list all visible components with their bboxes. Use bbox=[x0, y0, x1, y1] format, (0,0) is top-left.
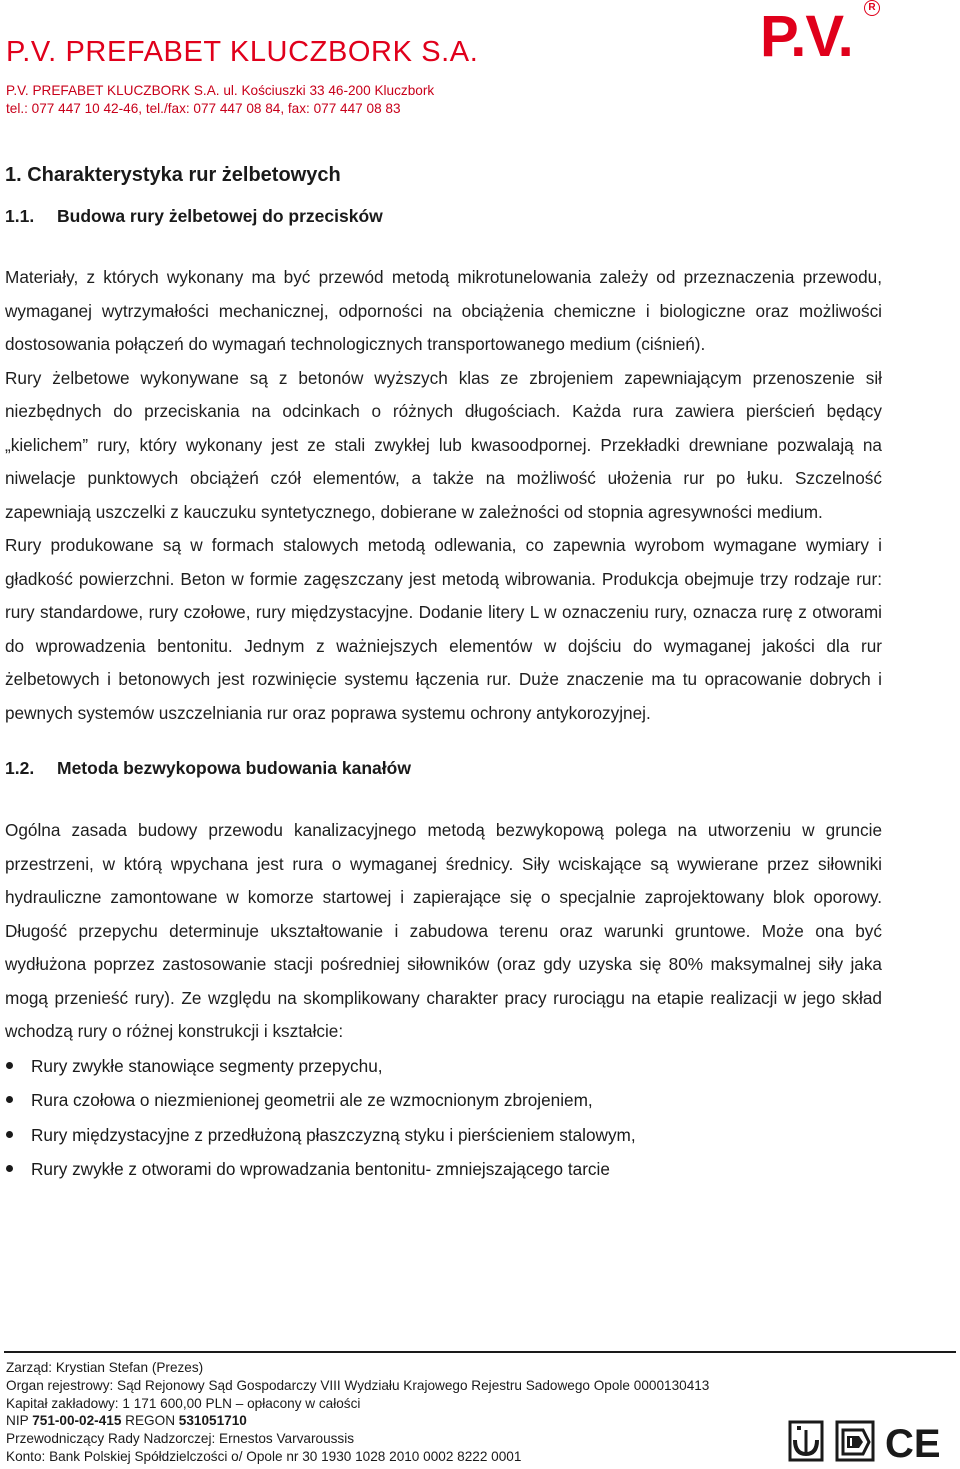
footer-capital: Kapitał zakładowy: 1 171 600,00 PLN – opłacony w całości bbox=[6, 1395, 361, 1411]
subsection-title: Metoda bezwykopowa budowania kanałów bbox=[57, 758, 411, 778]
subsection-number: 1.2. bbox=[5, 758, 35, 778]
paragraph: Materiały, z których wykonany ma być przewód metodą mikrotunelowania zależy od przeznaczenia przewodu, wymaganej wytrzymałości mechanicznej, odporności na obciążenia chemiczne i biologiczne oraz możliwości dostosowania połączeń do wymagań technologicznych transportowanego medium (ciśnień). bbox=[5, 267, 882, 354]
footer-supervisory: Przewodniczący Rady Nadzorczej: Ernestos Varvaroussis bbox=[6, 1431, 355, 1447]
bullet-list bbox=[5, 1049, 882, 1187]
footer-registry: Organ rejestrowy: Sąd Rejonowy Sąd Gospodarczy VIII Wydziału Krajowego Rejestru Sadowego Opole 0000130413 bbox=[6, 1377, 710, 1393]
company-name: P.V. PREFABET KLUCZBORK S.A. bbox=[6, 36, 479, 68]
subsection-number: 1.1. bbox=[5, 206, 35, 226]
regon-label: REGON bbox=[121, 1413, 179, 1429]
ce-mark-icon bbox=[885, 1420, 941, 1464]
footer-divider bbox=[4, 1351, 956, 1353]
list-item: Rury międzystacyjne z przedłużoną płaszczyzną styku i pierścieniem stalowym, bbox=[5, 1118, 882, 1153]
paragraph: Rury żelbetowe wykonywane są z betonów wyższych klas ze zbrojeniem zapewniającym przenoszenie sił niezbędnych do przeciskania na odcinkach o różnych długościach. Każda rura zawiera pierścień będący „kielichem” rury, który wykonany jest ze stali zwykłej lub kwasoodpornej. Przekładki drewniane pozwalają na niwelacje punktowych obciążeń czół elementów, a także na możliwość ułożenia rur po łuku. Szczelność zapewniają uszczelki z kauczuku syntetycznego, dobierane w zależności od stopnia agresywności medium. bbox=[5, 367, 882, 522]
regon-value: 531051710 bbox=[178, 1413, 247, 1429]
subsection-heading bbox=[5, 198, 882, 234]
list-item: Rura czołowa o niezmienionej geometrii ale ze wzmocnionym zbrojeniem, bbox=[5, 1083, 882, 1118]
certification-icons bbox=[787, 1420, 947, 1466]
footer-bank: Konto: Bank Polskiej Spółdzielczości o/ Opole nr 30 1930 1028 2010 0002 8222 0001 bbox=[6, 1448, 522, 1464]
paragraph: Rury produkowane są w formach stalowych metodą odlewania, co zapewnia wyrobom wymagane wymiary i gładkość powierzchni. Beton w formie zagęszczany jest metodą wibrowania. Produkcja obejmuje trzy rodzaje rur: rury standardowe, rury czołowe, rury międzystacyjne. Dodanie litery L w oznaczeniu rury, oznacza rurę z otworami do wprowadzenia bentonitu. Jednym z ważniejszych elementów w dojściu do wymaganej jakości dla rur żelbetowych i betonowych jest rozwinięcie systemu łączenia rur. Duże znaczenie ma tu opracowanie dobrych i pewnych systemów uszczelniania rur oraz poprawa systemu ochrony antykorozyjnej. bbox=[5, 535, 882, 723]
letterhead bbox=[0, 0, 960, 130]
nip-label: NIP bbox=[6, 1413, 33, 1429]
company-address: P.V. PREFABET KLUCZBORK S.A. ul. Kościuszki 33 46-200 Kluczbork bbox=[6, 83, 435, 98]
company-contact: tel.: 077 447 10 42-46, tel./fax: 077 447 08 84, fax: 077 447 08 83 bbox=[6, 101, 401, 116]
ce-mark-text: CE bbox=[885, 1422, 941, 1464]
footer bbox=[6, 1359, 786, 1466]
list-item: Rury zwykłe stanowiące segmenty przepychu, bbox=[5, 1049, 882, 1084]
subsection-title: Budowa rury żelbetowej do przecisków bbox=[57, 206, 383, 226]
paragraph: Ogólna zasada budowy przewodu kanalizacyjnego metodą bezwykopową polega na utworzeniu w gruncie przestrzeni, w którą wpychana jest rura o wymaganej średnicy. Siły wciskające są wywierane przez siłowniki hydrauliczne zamontowane w komorze startowej i zapierające się o specjalnie zaprojektowany blok oporowy. Długość przepychu determinuje ukształtowanie i zabudowa terenu oraz warunki gruntowe. Może ona być wydłużona poprzez zastosowanie stacji pośredniej siłowników (oraz gdy uzyska się 80% maksymalnej siły jaka mogą przenieść rury). Ze względu na skomplikowany charakter pracy rurociągu na etapie realizacji w jego skład wchodzą rury o różnej konstrukcji i kształcie: bbox=[5, 820, 882, 1041]
subsection-heading bbox=[5, 750, 882, 786]
registered-mark-icon: R bbox=[864, 0, 880, 16]
footer-tax-ids bbox=[6, 1412, 786, 1430]
footer-board: Zarząd: Krystian Stefan (Prezes) bbox=[6, 1360, 204, 1375]
pv-logo: P.V. bbox=[760, 4, 853, 69]
list-item: Rury zwykłe z otworami do wprowadzania bentonitu- zmniejszającego tarcie bbox=[5, 1152, 882, 1187]
section-heading: 1. Charakterystyka rur żelbetowych bbox=[5, 164, 341, 186]
nip-value: 751-00-02-415 bbox=[32, 1413, 122, 1429]
quality-certificate-icon bbox=[835, 1420, 877, 1464]
document-body bbox=[5, 158, 882, 1187]
construction-mark-icon bbox=[787, 1420, 827, 1464]
